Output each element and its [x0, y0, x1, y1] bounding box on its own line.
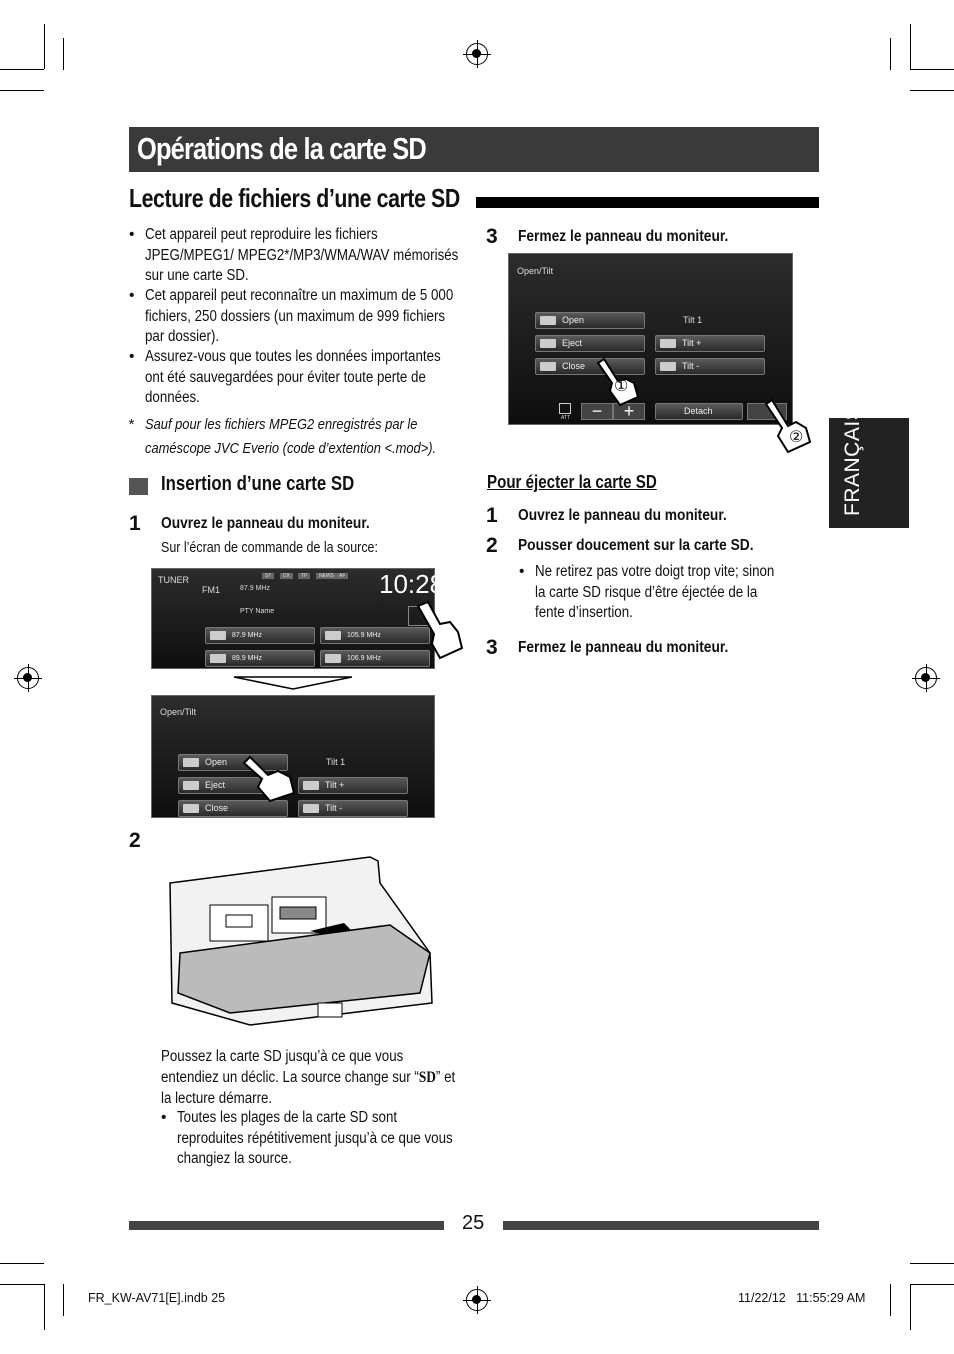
- att-label: ATT: [561, 415, 571, 421]
- screen-title: Open/Tilt: [160, 707, 197, 717]
- step-number: 2: [486, 534, 498, 557]
- pty-label: PTY Name: [240, 608, 275, 615]
- section-title: Lecture de fichiers d’une carte SD: [129, 183, 460, 213]
- tuner-label: TUNER: [158, 575, 189, 585]
- subsection-title: Insertion d’une carte SD: [161, 473, 355, 495]
- crop-mark: [44, 24, 45, 69]
- registration-mark-icon: [915, 667, 937, 689]
- step-text: Fermez le panneau du moniteur.: [518, 228, 729, 245]
- step-text: Ouvrez le panneau du moniteur.: [518, 507, 727, 524]
- tilt-down-button[interactable]: Tilt -: [655, 358, 765, 375]
- step-text: Pousser doucement sur la carte SD.: [518, 537, 754, 554]
- bullet-item: • Cet appareil peut reproduire les fichiers JPEG/MPEG1/ MPEG2*/MP3/WMA/WAV mémorisés sur une carte SD.: [145, 225, 510, 287]
- callout-2: ②: [789, 429, 804, 446]
- step-number: 2: [129, 829, 141, 852]
- indicator: DX: [280, 573, 293, 579]
- footer-file: FR_KW-AV71[E].indb 25: [88, 1291, 226, 1305]
- page-title-bar: [129, 127, 819, 172]
- tilt-label: Tilt 1: [326, 757, 346, 767]
- tuner-screen: [151, 568, 445, 669]
- preset-button[interactable]: 89.9 MHz: [205, 650, 315, 667]
- note-text: Sauf pour les fichiers MPEG2 enregistrés par le caméscope JVC Everio (code d’extention <.mod>).: [145, 416, 437, 457]
- bullet-text: Toutes les plages de la carte SD sont reproduites répétitivement jusqu’à ce que vous changiez la source.: [177, 1109, 453, 1167]
- step-text: Ouvrez le panneau du moniteur.: [161, 515, 370, 532]
- crop-mark: [890, 38, 891, 70]
- eject-button[interactable]: Eject: [178, 777, 288, 794]
- tilt-label: Tilt 1: [683, 315, 703, 325]
- crop-mark: [0, 1284, 44, 1285]
- tilt-up-button[interactable]: Tilt +: [655, 335, 765, 352]
- bullet-text: Cet appareil peut reproduire les fichiers JPEG/MPEG1/ MPEG2*/MP3/WMA/WAV mémorisés sur une carte SD.: [145, 226, 459, 284]
- insertion-paragraph: Poussez la carte SD jusqu’à ce que vous entendiez un déclic. La source change sur “SD” et la lecture démarre.: [161, 1048, 456, 1107]
- indicator: TP: [298, 573, 310, 579]
- close-button[interactable]: Close: [535, 358, 645, 375]
- eject-button[interactable]: Eject: [535, 335, 645, 352]
- open-button[interactable]: Open: [178, 754, 288, 771]
- bullet-item: • Cet appareil peut reconnaître un maximum de 5 000 fichiers, 250 dossiers (un maximum de 999 fichiers par dossier).: [145, 286, 510, 348]
- registration-mark-icon: [17, 667, 39, 689]
- page-number: 25: [462, 1212, 485, 1234]
- band-label: FM1: [202, 585, 220, 595]
- clock: 10:28: [379, 569, 445, 599]
- freq-label: 87.9 MHz: [240, 585, 270, 592]
- hand-pointer-icon: [760, 400, 814, 456]
- eject-title: Pour éjecter la carte SD: [487, 472, 657, 492]
- volume-up-button[interactable]: +: [613, 403, 645, 420]
- preset-button[interactable]: 105.9 MHz: [320, 627, 430, 644]
- open-button[interactable]: Open: [535, 312, 645, 329]
- language-tab-label: FRANÇAIS: [841, 405, 864, 516]
- crop-mark: [910, 69, 954, 70]
- step-number: 1: [129, 512, 141, 535]
- bullet-text: Cet appareil peut reconnaître un maximum de 5 000 fichiers, 250 dossiers (un maximum de 999 fichiers par dossier).: [145, 287, 454, 345]
- bullet-text: Assurez-vous que toutes les données importantes ont été sauvegardées pour éviter toute perte de données.: [145, 348, 441, 406]
- crop-mark: [0, 90, 44, 91]
- footer-bar: [129, 1221, 444, 1230]
- arrow-down-icon: [232, 676, 354, 690]
- open-tilt-screen: [508, 253, 793, 425]
- section-rule: [476, 197, 819, 208]
- step-number: 1: [486, 504, 498, 527]
- page-title: Opérations de la carte SD: [137, 131, 426, 166]
- screen-title: Open/Tilt: [517, 266, 554, 276]
- crop-mark: [63, 1284, 64, 1316]
- crop-mark: [0, 1263, 44, 1264]
- crop-mark: [44, 1284, 45, 1330]
- step-number: 3: [486, 225, 498, 248]
- subsection-square-icon: [129, 478, 148, 495]
- preset-button[interactable]: 106.9 MHz: [320, 650, 430, 667]
- step-subtext: Sur l’écran de commande de la source:: [161, 540, 378, 556]
- close-button[interactable]: Close: [178, 800, 288, 817]
- registration-mark-icon: [466, 1289, 488, 1311]
- crop-mark: [910, 24, 911, 69]
- preset-button[interactable]: 87.9 MHz: [205, 627, 315, 644]
- registration-mark-icon: [466, 43, 488, 65]
- device-illustration: [160, 853, 434, 1030]
- language-tab: [829, 405, 909, 528]
- crop-mark: [910, 1263, 954, 1264]
- hand-pointer-icon: [240, 757, 298, 803]
- tilt-down-button[interactable]: Tilt -: [298, 800, 408, 817]
- tilt-up-button[interactable]: Tilt +: [298, 777, 408, 794]
- indicator: NEWS: [316, 573, 337, 579]
- speaker-icon[interactable]: [559, 403, 571, 414]
- indicator: ST: [262, 573, 274, 579]
- footer-date: 11/22/12 11:55:29 AM: [738, 1291, 866, 1305]
- bullet-item: • Toutes les plages de la carte SD sont reproduites répétitivement jusqu’à ce que vous changiez la source.: [177, 1108, 513, 1170]
- note-mark: *: [128, 416, 134, 433]
- crop-mark: [910, 1284, 911, 1330]
- volume-down-button[interactable]: −: [581, 403, 613, 420]
- crop-mark: [910, 90, 954, 91]
- footer-bar: [503, 1221, 819, 1230]
- indicator: AF: [336, 573, 348, 579]
- step-text: Fermez le panneau du moniteur.: [518, 639, 729, 656]
- hand-pointer-icon: [410, 600, 468, 664]
- bullet-item: • Assurez-vous que toutes les données importantes ont été sauvegardées pour éviter toute perte de données.: [145, 347, 510, 409]
- crop-mark: [890, 1284, 891, 1316]
- step-number: 3: [486, 636, 498, 659]
- crop-mark: [63, 38, 64, 70]
- bullet-item: • Ne retirez pas votre doigt trop vite; sinon la carte SD risque d’être éjectée de la fente d’insertion.: [535, 562, 825, 624]
- crop-mark: [0, 69, 44, 70]
- detach-button[interactable]: Detach: [655, 403, 743, 420]
- callout-1: ①: [614, 378, 629, 395]
- crop-mark: [910, 1284, 954, 1285]
- bullet-text: Ne retirez pas votre doigt trop vite; sinon la carte SD risque d’être éjectée de la fente d’insertion.: [535, 563, 775, 621]
